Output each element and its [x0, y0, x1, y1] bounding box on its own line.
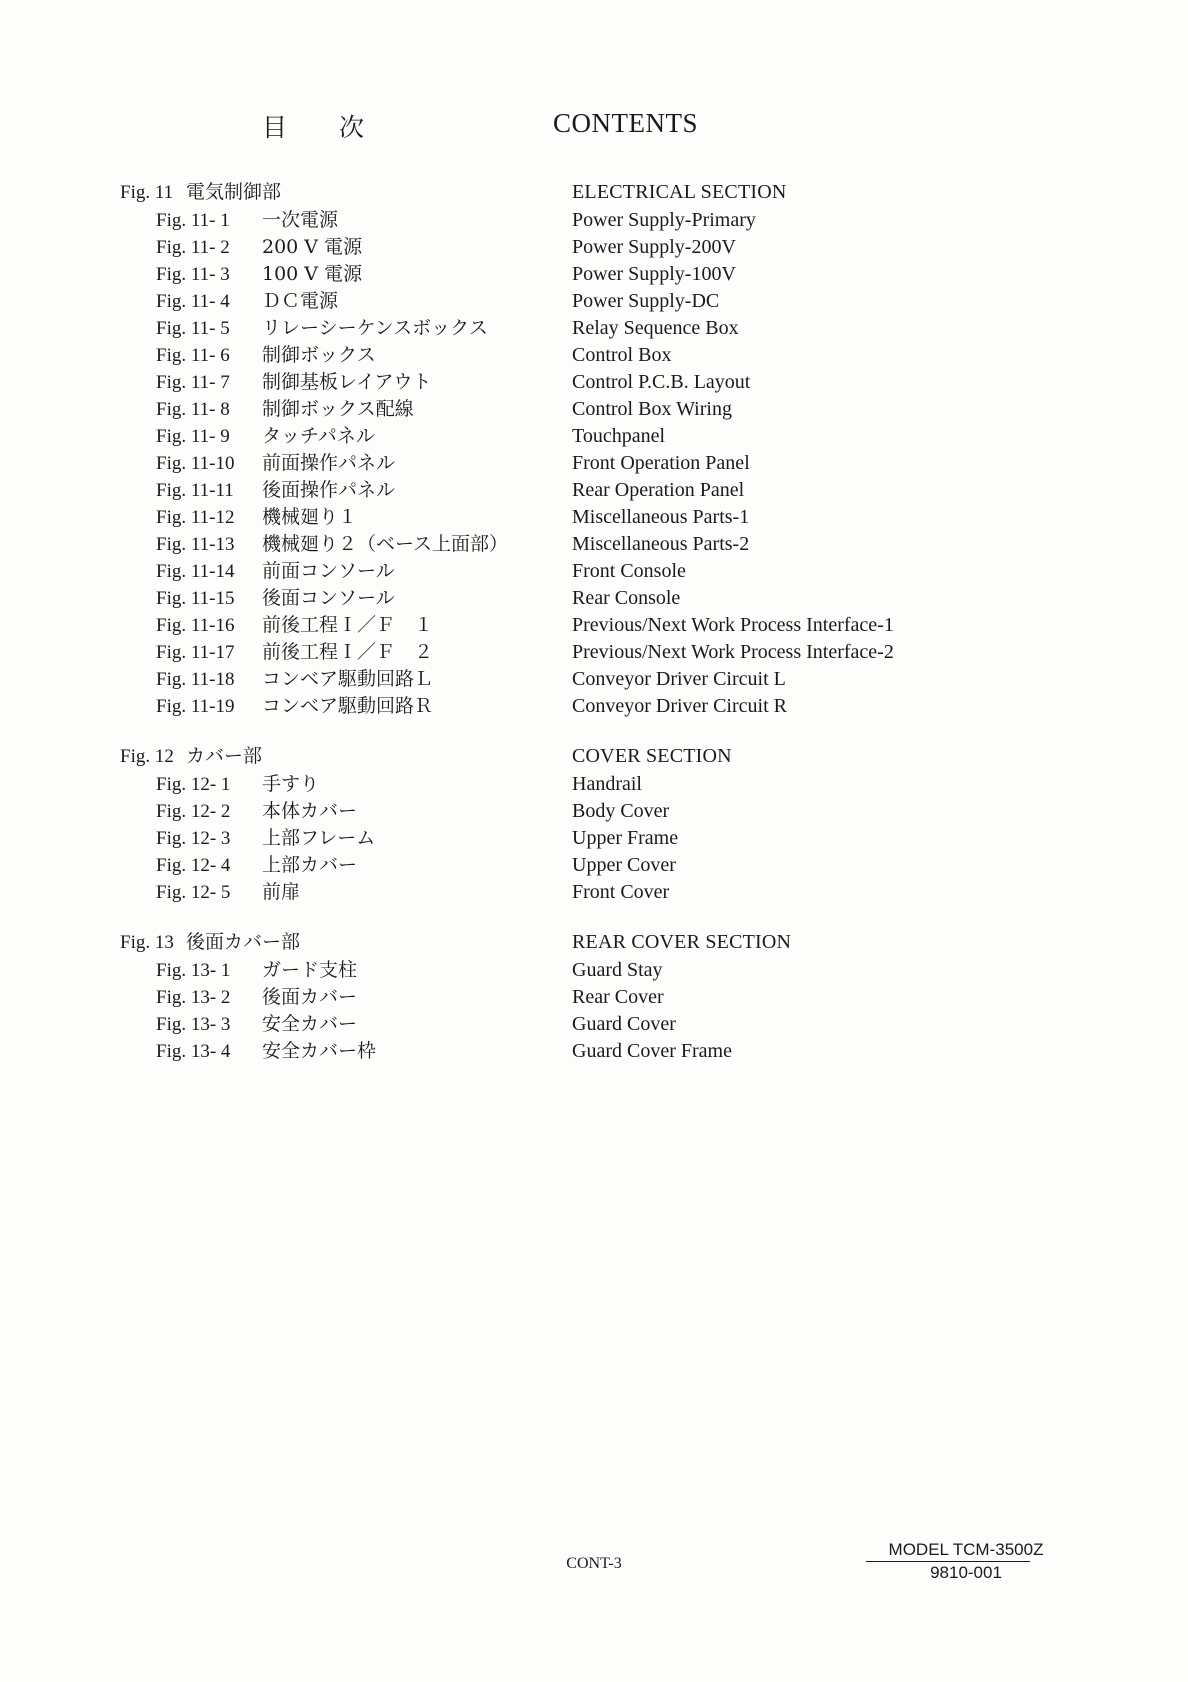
item-figure-number: Fig. 12- 3 [156, 828, 231, 849]
contents-item-row[interactable] [0, 1038, 1188, 1065]
contents-group [0, 178, 1188, 720]
item-label-japanese: リレーシーケンスボックス [262, 317, 488, 339]
item-figure-number: Fig. 11- 4 [156, 291, 230, 312]
item-label-english: Conveyor Driver Circuit R [572, 695, 787, 717]
item-label-japanese: ＤＣ電源 [262, 290, 339, 312]
item-label-japanese: 前扉 [262, 881, 301, 903]
section-label-japanese: カバー部 [186, 745, 263, 767]
model-code: 9810-001 [930, 1563, 1002, 1582]
contents-item-row[interactable] [0, 207, 1188, 234]
model-block [866, 1540, 1066, 1583]
contents-item-row[interactable] [0, 639, 1188, 666]
item-label-japanese: 機械廻り２（ベース上面部） [262, 533, 509, 555]
contents-item-row[interactable] [0, 612, 1188, 639]
section-label-japanese: 後面カバー部 [186, 931, 301, 953]
header-title-japanese: 目 次 [262, 113, 386, 142]
item-figure-number: Fig. 11- 3 [156, 264, 230, 285]
item-label-japanese: 前面コンソール [262, 560, 395, 582]
item-figure-number: Fig. 11-15 [156, 588, 235, 609]
item-label-japanese: 後面カバー [262, 986, 358, 1008]
contents-item-row[interactable] [0, 288, 1188, 315]
item-figure-number: Fig. 11-11 [156, 480, 234, 501]
contents-item-row[interactable] [0, 666, 1188, 693]
item-label-japanese: 安全カバー枠 [262, 1040, 377, 1062]
item-figure-number: Fig. 12- 2 [156, 801, 231, 822]
item-figure-number: Fig. 11-16 [156, 615, 235, 636]
item-label-english: Power Supply-200V [572, 236, 736, 258]
item-figure-number: Fig. 11- 6 [156, 345, 230, 366]
item-figure-number: Fig. 11-10 [156, 453, 235, 474]
item-label-english: Previous/Next Work Process Interface-2 [572, 641, 894, 663]
contents-section-row[interactable] [0, 928, 1188, 957]
item-label-japanese: 制御ボックス配線 [262, 398, 414, 420]
item-label-english: Control Box [572, 344, 672, 366]
item-figure-number: Fig. 11-14 [156, 561, 235, 582]
item-label-english: Guard Cover [572, 1013, 676, 1035]
contents-item-row[interactable] [0, 531, 1188, 558]
item-label-japanese: 前後工程Ｉ／Ｆ ２ [262, 641, 434, 663]
item-label-english: Front Operation Panel [572, 452, 750, 474]
item-figure-number: Fig. 11-17 [156, 642, 235, 663]
contents-group [0, 928, 1188, 1065]
item-label-english: Previous/Next Work Process Interface-1 [572, 614, 894, 636]
contents-item-row[interactable] [0, 771, 1188, 798]
item-label-japanese: 後面コンソール [262, 587, 395, 609]
item-figure-number: Fig. 13- 2 [156, 987, 231, 1008]
contents-list [0, 178, 1188, 1087]
contents-item-row[interactable] [0, 261, 1188, 288]
page-header [0, 108, 1188, 148]
item-label-japanese: 制御ボックス [262, 344, 376, 366]
item-label-japanese: 後面操作パネル [262, 479, 396, 501]
item-label-english: Body Cover [572, 800, 670, 822]
item-figure-number: Fig. 11- 7 [156, 372, 230, 393]
item-figure-number: Fig. 13- 3 [156, 1014, 231, 1035]
item-label-english: Control P.C.B. Layout [572, 371, 751, 393]
contents-item-row[interactable] [0, 585, 1188, 612]
item-label-japanese: 手すり [262, 773, 320, 795]
section-label-japanese: 電気制御部 [186, 181, 282, 203]
contents-item-row[interactable] [0, 369, 1188, 396]
contents-item-row[interactable] [0, 423, 1188, 450]
item-figure-number: Fig. 13- 1 [156, 960, 231, 981]
contents-item-row[interactable] [0, 315, 1188, 342]
contents-section-row[interactable] [0, 178, 1188, 207]
item-label-english: Upper Frame [572, 827, 679, 849]
contents-item-row[interactable] [0, 234, 1188, 261]
model-divider [866, 1561, 1030, 1562]
contents-item-row[interactable] [0, 477, 1188, 504]
item-figure-number: Fig. 11-12 [156, 507, 235, 528]
item-label-english: Front Cover [572, 881, 670, 903]
item-label-english: Rear Cover [572, 986, 664, 1008]
item-figure-number: Fig. 11-19 [156, 696, 235, 717]
item-figure-number: Fig. 11- 9 [156, 426, 230, 447]
item-label-japanese: 上部フレーム [262, 827, 376, 849]
contents-item-row[interactable] [0, 450, 1188, 477]
item-label-japanese: 機械廻り１ [262, 506, 358, 528]
item-label-japanese: 200 V 電源 [262, 236, 363, 258]
item-label-japanese: 100 V 電源 [262, 263, 363, 285]
item-label-english: Rear Console [572, 587, 681, 609]
section-label-english: REAR COVER SECTION [572, 931, 792, 953]
item-label-english: Front Console [572, 560, 686, 582]
item-label-japanese: コンベア駆動回路Ｌ [262, 668, 434, 690]
item-label-japanese: 安全カバー [262, 1013, 358, 1035]
section-label-english: COVER SECTION [572, 745, 732, 767]
item-label-japanese: 本体カバー [262, 800, 358, 822]
contents-item-row[interactable] [0, 984, 1188, 1011]
item-label-japanese: ガード支柱 [262, 959, 358, 981]
item-label-english: Upper Cover [572, 854, 676, 876]
section-figure-number: Fig. 11 [120, 182, 174, 203]
contents-item-row[interactable] [0, 1011, 1188, 1038]
item-label-english: Guard Cover Frame [572, 1040, 732, 1062]
item-figure-number: Fig. 11- 1 [156, 210, 230, 231]
item-label-japanese: コンベア駆動回路Ｒ [262, 695, 434, 717]
item-label-english: Power Supply-DC [572, 290, 720, 312]
contents-item-row[interactable] [0, 798, 1188, 825]
item-figure-number: Fig. 11- 8 [156, 399, 230, 420]
item-figure-number: Fig. 11-13 [156, 534, 235, 555]
item-label-english: Miscellaneous Parts-1 [572, 506, 750, 528]
item-label-english: Rear Operation Panel [572, 479, 745, 501]
section-figure-number: Fig. 12 [120, 746, 174, 767]
item-label-japanese: 前面操作パネル [262, 452, 396, 474]
item-figure-number: Fig. 11- 5 [156, 318, 230, 339]
contents-item-row[interactable] [0, 957, 1188, 984]
item-figure-number: Fig. 12- 5 [156, 882, 231, 903]
item-label-english: Touchpanel [572, 425, 666, 447]
contents-item-row[interactable] [0, 879, 1188, 906]
page-number: CONT-3 [566, 1555, 622, 1572]
item-figure-number: Fig. 13- 4 [156, 1041, 231, 1062]
item-figure-number: Fig. 12- 4 [156, 855, 231, 876]
item-label-english: Control Box Wiring [572, 398, 732, 420]
item-label-japanese: 一次電源 [262, 209, 339, 231]
contents-item-row[interactable] [0, 504, 1188, 531]
item-label-english: Power Supply-100V [572, 263, 736, 285]
contents-item-row[interactable] [0, 825, 1188, 852]
contents-item-row[interactable] [0, 693, 1188, 720]
contents-item-row[interactable] [0, 558, 1188, 585]
item-label-english: Handrail [572, 773, 642, 795]
item-label-english: Relay Sequence Box [572, 317, 739, 339]
contents-item-row[interactable] [0, 342, 1188, 369]
contents-section-row[interactable] [0, 742, 1188, 771]
contents-group [0, 742, 1188, 906]
header-title-english: CONTENTS [553, 108, 698, 138]
section-label-english: ELECTRICAL SECTION [572, 181, 787, 203]
item-label-english: Power Supply-Primary [572, 209, 756, 231]
item-label-english: Guard Stay [572, 959, 663, 981]
item-figure-number: Fig. 11- 2 [156, 237, 230, 258]
section-figure-number: Fig. 13 [120, 932, 174, 953]
item-label-english: Miscellaneous Parts-2 [572, 533, 750, 555]
item-label-japanese: 前後工程Ｉ／Ｆ １ [262, 614, 434, 636]
contents-item-row[interactable] [0, 396, 1188, 423]
contents-item-row[interactable] [0, 852, 1188, 879]
item-label-japanese: 制御基板レイアウト [262, 371, 432, 393]
model-name: MODEL TCM-3500Z [888, 1540, 1044, 1559]
item-label-japanese: タッチパネル [262, 425, 375, 447]
item-label-japanese: 上部カバー [262, 854, 358, 876]
item-figure-number: Fig. 11-18 [156, 669, 235, 690]
item-figure-number: Fig. 12- 1 [156, 774, 231, 795]
item-label-english: Conveyor Driver Circuit L [572, 668, 786, 690]
